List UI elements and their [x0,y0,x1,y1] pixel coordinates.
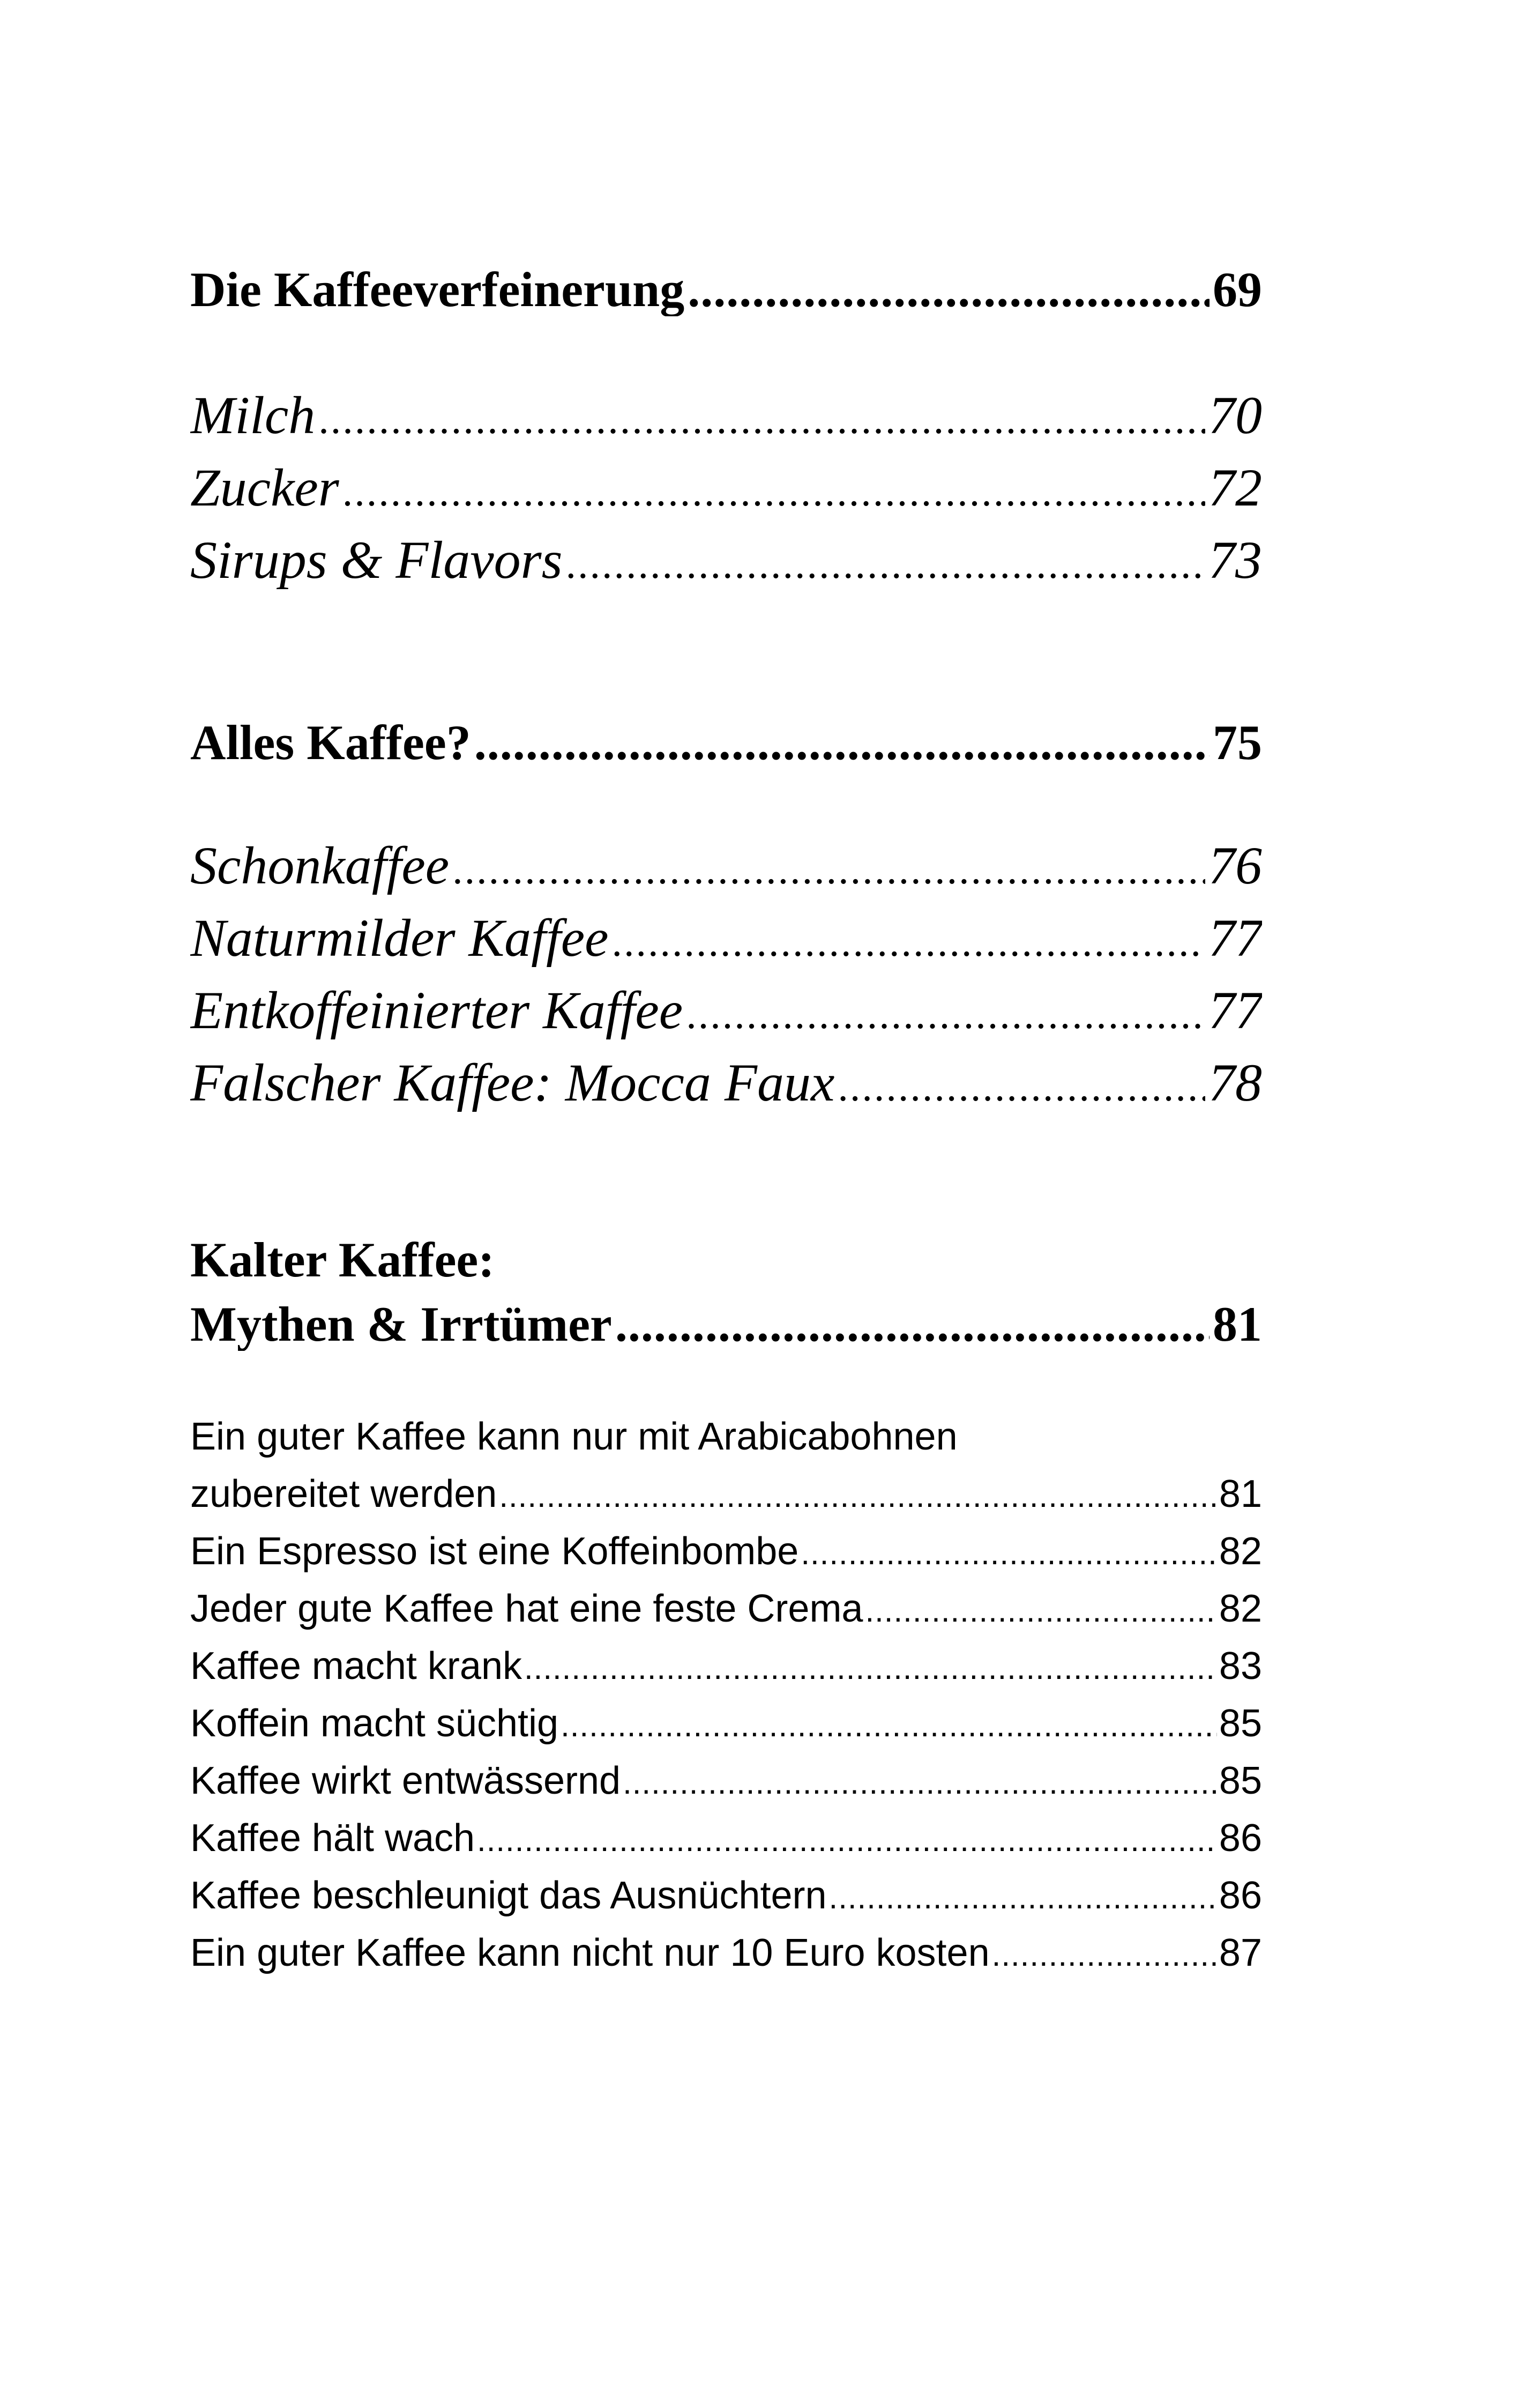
entry-page-number: 72 [1208,458,1262,517]
entry-page-number: 83 [1219,1645,1262,1688]
entry-page-number: 81 [1219,1473,1262,1515]
entry-title-line1: Ein guter Kaffee kann nur mit Arabicabohnen [190,1415,958,1458]
toc-entry[interactable] [190,1699,1262,1750]
entry-title: Kaffee wirkt entwässernd [190,1759,621,1802]
dot-leader [992,1931,1217,1979]
entry-page-number: 77 [1208,909,1262,968]
entry-page-number: 82 [1219,1587,1262,1630]
entry-page-number: 85 [1219,1759,1262,1802]
toc-chapter-alles-kaffee[interactable] [190,716,1262,769]
entry-title: Kaffee beschleunigt das Ausnüchtern [190,1874,827,1917]
entry-title: Kaffee macht krank [190,1645,522,1688]
entry-page-number: 87 [1219,1931,1262,1974]
entry-title: Kaffee hält wach [190,1817,475,1860]
toc-entry[interactable] [190,1871,1262,1922]
toc-chapter-kaffeeverfeinerung[interactable] [190,263,1262,316]
dot-leader [688,263,1210,316]
toc-entry[interactable] [190,458,1262,521]
entry-title: Ein guter Kaffee kann nicht nur 10 Euro kosten [190,1931,990,1974]
toc-entry[interactable] [190,1642,1262,1692]
toc-entry[interactable] [190,836,1262,899]
entry-title: Entkoffeinierter Kaffee [190,981,683,1040]
toc-entry[interactable] [190,981,1262,1044]
entry-page-number: 85 [1219,1702,1262,1745]
entry-title: Falscher Kaffee: Mocca Faux [190,1053,835,1112]
chapter-title-line1: Kalter Kaffee: [190,1232,495,1287]
entry-title: zubereitet werden [190,1473,497,1515]
dot-leader [565,534,1205,593]
dot-leader [524,1644,1217,1692]
dot-leader [452,840,1205,899]
entry-title: Sirups & Flavors [190,531,563,590]
chapter-title: Alles Kaffee? [190,716,471,769]
entry-page-number: 73 [1208,531,1262,590]
toc-entry[interactable] [190,386,1262,449]
entry-page-number: 77 [1208,981,1262,1040]
dot-leader [686,985,1205,1044]
dot-leader [838,1057,1205,1116]
entry-title: Ein Espresso ist eine Koffeinbombe [190,1530,799,1573]
toc-entry[interactable] [190,1929,1262,1979]
toc-entry[interactable] [190,1585,1262,1635]
entry-title: Zucker [190,458,339,517]
entry-page-number: 86 [1219,1874,1262,1917]
entry-page-number: 82 [1219,1530,1262,1573]
toc-entry[interactable] [190,531,1262,593]
entry-page-number: 86 [1219,1817,1262,1860]
dot-leader [612,912,1205,971]
dot-leader [623,1759,1217,1807]
dot-leader [318,390,1205,449]
toc-entry[interactable] [190,1470,1262,1520]
entry-title: Koffein macht süchtig [190,1702,559,1745]
chapter-title: Die Kaffeeverfeinerung [190,263,685,316]
dot-leader [865,1587,1216,1635]
toc-entry[interactable] [190,909,1262,971]
toc-chapter-kalter-kaffee[interactable] [190,1297,1262,1351]
entry-page-number: 76 [1208,836,1262,895]
dot-leader [499,1472,1217,1520]
dot-leader [801,1529,1217,1578]
entry-title: Naturmilder Kaffee [190,909,609,968]
toc-entry[interactable] [190,1527,1262,1578]
entry-page-number: 78 [1208,1053,1262,1112]
chapter-page-number: 81 [1213,1297,1262,1351]
dot-leader [477,1816,1217,1864]
entry-title: Jeder gute Kaffee hat eine feste Crema [190,1587,863,1630]
dot-leader [829,1874,1217,1922]
toc-entry[interactable] [190,1757,1262,1807]
toc-entry[interactable] [190,1814,1262,1864]
entry-page-number: 70 [1208,386,1262,445]
dot-leader [615,1297,1210,1351]
toc-entry[interactable] [190,1053,1262,1116]
entry-title: Schonkaffee [190,836,450,895]
dot-leader [342,462,1205,521]
chapter-page-number: 69 [1213,263,1262,316]
entry-title: Milch [190,386,316,445]
dot-leader [561,1701,1217,1750]
dot-leader [474,716,1210,769]
chapter-title: Mythen & Irrtümer [190,1297,612,1351]
chapter-page-number: 75 [1213,716,1262,769]
